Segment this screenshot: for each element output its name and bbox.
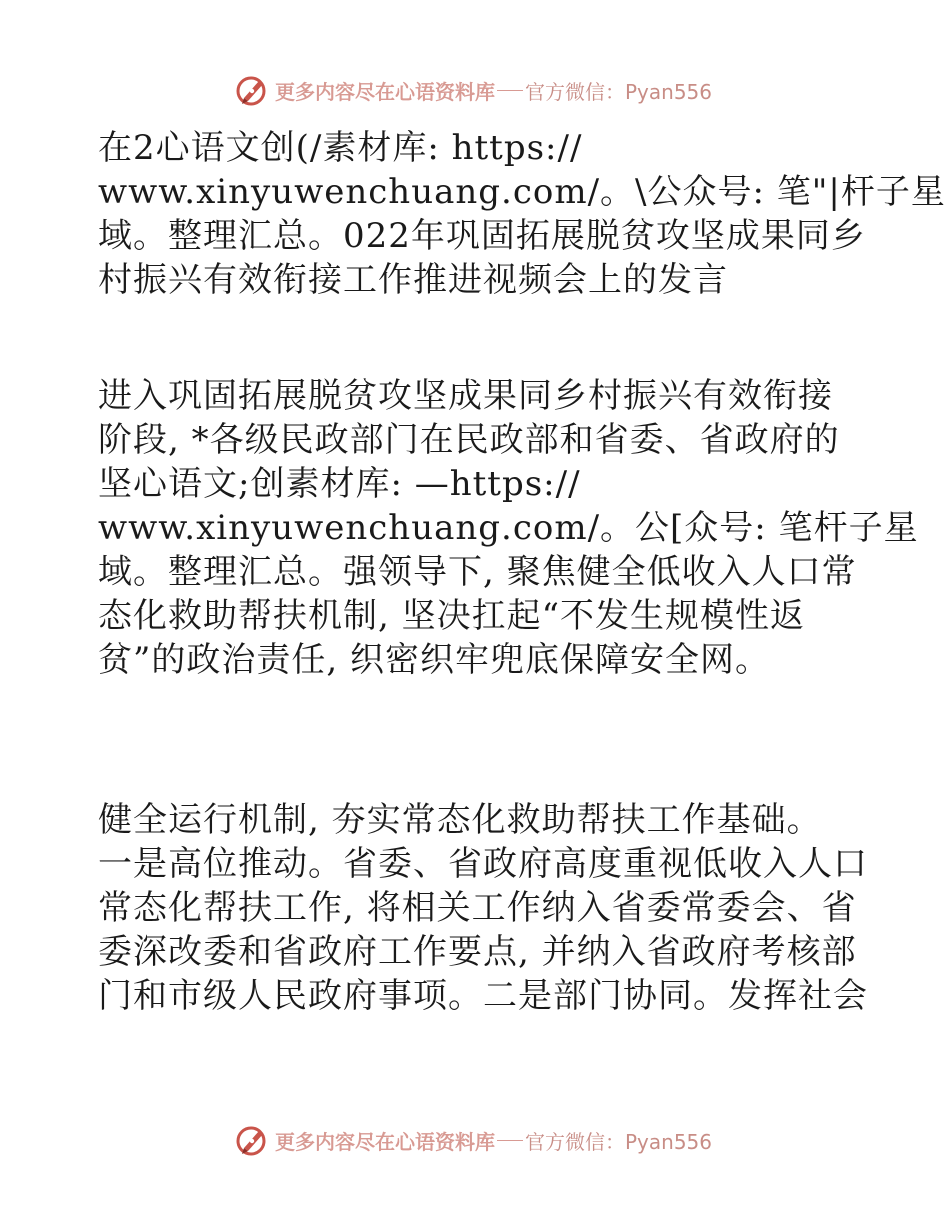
watermark-brand-text: 更多内容尽在心语资料库: [275, 1129, 495, 1154]
pen-logo-icon: [235, 73, 269, 107]
text-line: 阶段, *各级民政部门在民政部和省委、省政府的: [98, 420, 840, 460]
text-line: 域。整理汇总。022年巩固拓展脱贫攻坚成果同乡: [98, 216, 866, 256]
text-line: 委深改委和省政府工作要点, 并纳入省政府考核部: [98, 932, 857, 972]
text-line: 常态化帮扶工作, 将相关工作纳入省委常委会、省: [98, 888, 857, 928]
text-line: 域。整理汇总。强领导下, 聚焦健全低收入人口常: [98, 552, 857, 592]
text-line: 在2心语文创(/素材库: https://: [98, 128, 583, 168]
pen-logo-icon: [235, 1123, 269, 1157]
footer-watermark: [235, 1120, 712, 1160]
watermark-sub-text: 官方微信：Pyan556: [525, 1129, 713, 1154]
text-line: 一是高位推动。省委、省政府高度重视低收入人口: [98, 844, 868, 884]
text-line: www.xinyuwenchuang.com/。\公众号: 笔"|杆子星: [98, 172, 946, 212]
paragraph-1: [98, 126, 946, 302]
text-line: 贫”的政治责任, 织密织牢兜底保障安全网。: [98, 640, 770, 680]
text-line: 进入巩固拓展脱贫攻坚成果同乡村振兴有效衔接: [98, 376, 833, 416]
watermark-dash: [497, 90, 523, 91]
text-line: 态化救助帮扶机制, 坚决扛起“不发生规模性返: [98, 596, 805, 636]
paragraph-2: [98, 374, 919, 682]
text-line: 村振兴有效衔接工作推进视频会上的发言: [98, 260, 728, 300]
header-watermark: [235, 70, 712, 110]
watermark-brand-text: 更多内容尽在心语资料库: [275, 79, 495, 104]
text-line: www.xinyuwenchuang.com/。公[众号: 笔杆子星: [98, 508, 919, 548]
text-line: 门和市级人民政府事项。二是部门协同。发挥社会: [98, 976, 868, 1016]
watermark-dash: [497, 1140, 523, 1141]
paragraph-3: [98, 798, 868, 1018]
watermark-sub-text: 官方微信：Pyan556: [525, 79, 713, 104]
text-line: 坚心语文;创素材库: —https://: [98, 464, 581, 504]
text-line: 健全运行机制, 夯实常态化救助帮扶工作基础。: [98, 800, 822, 840]
